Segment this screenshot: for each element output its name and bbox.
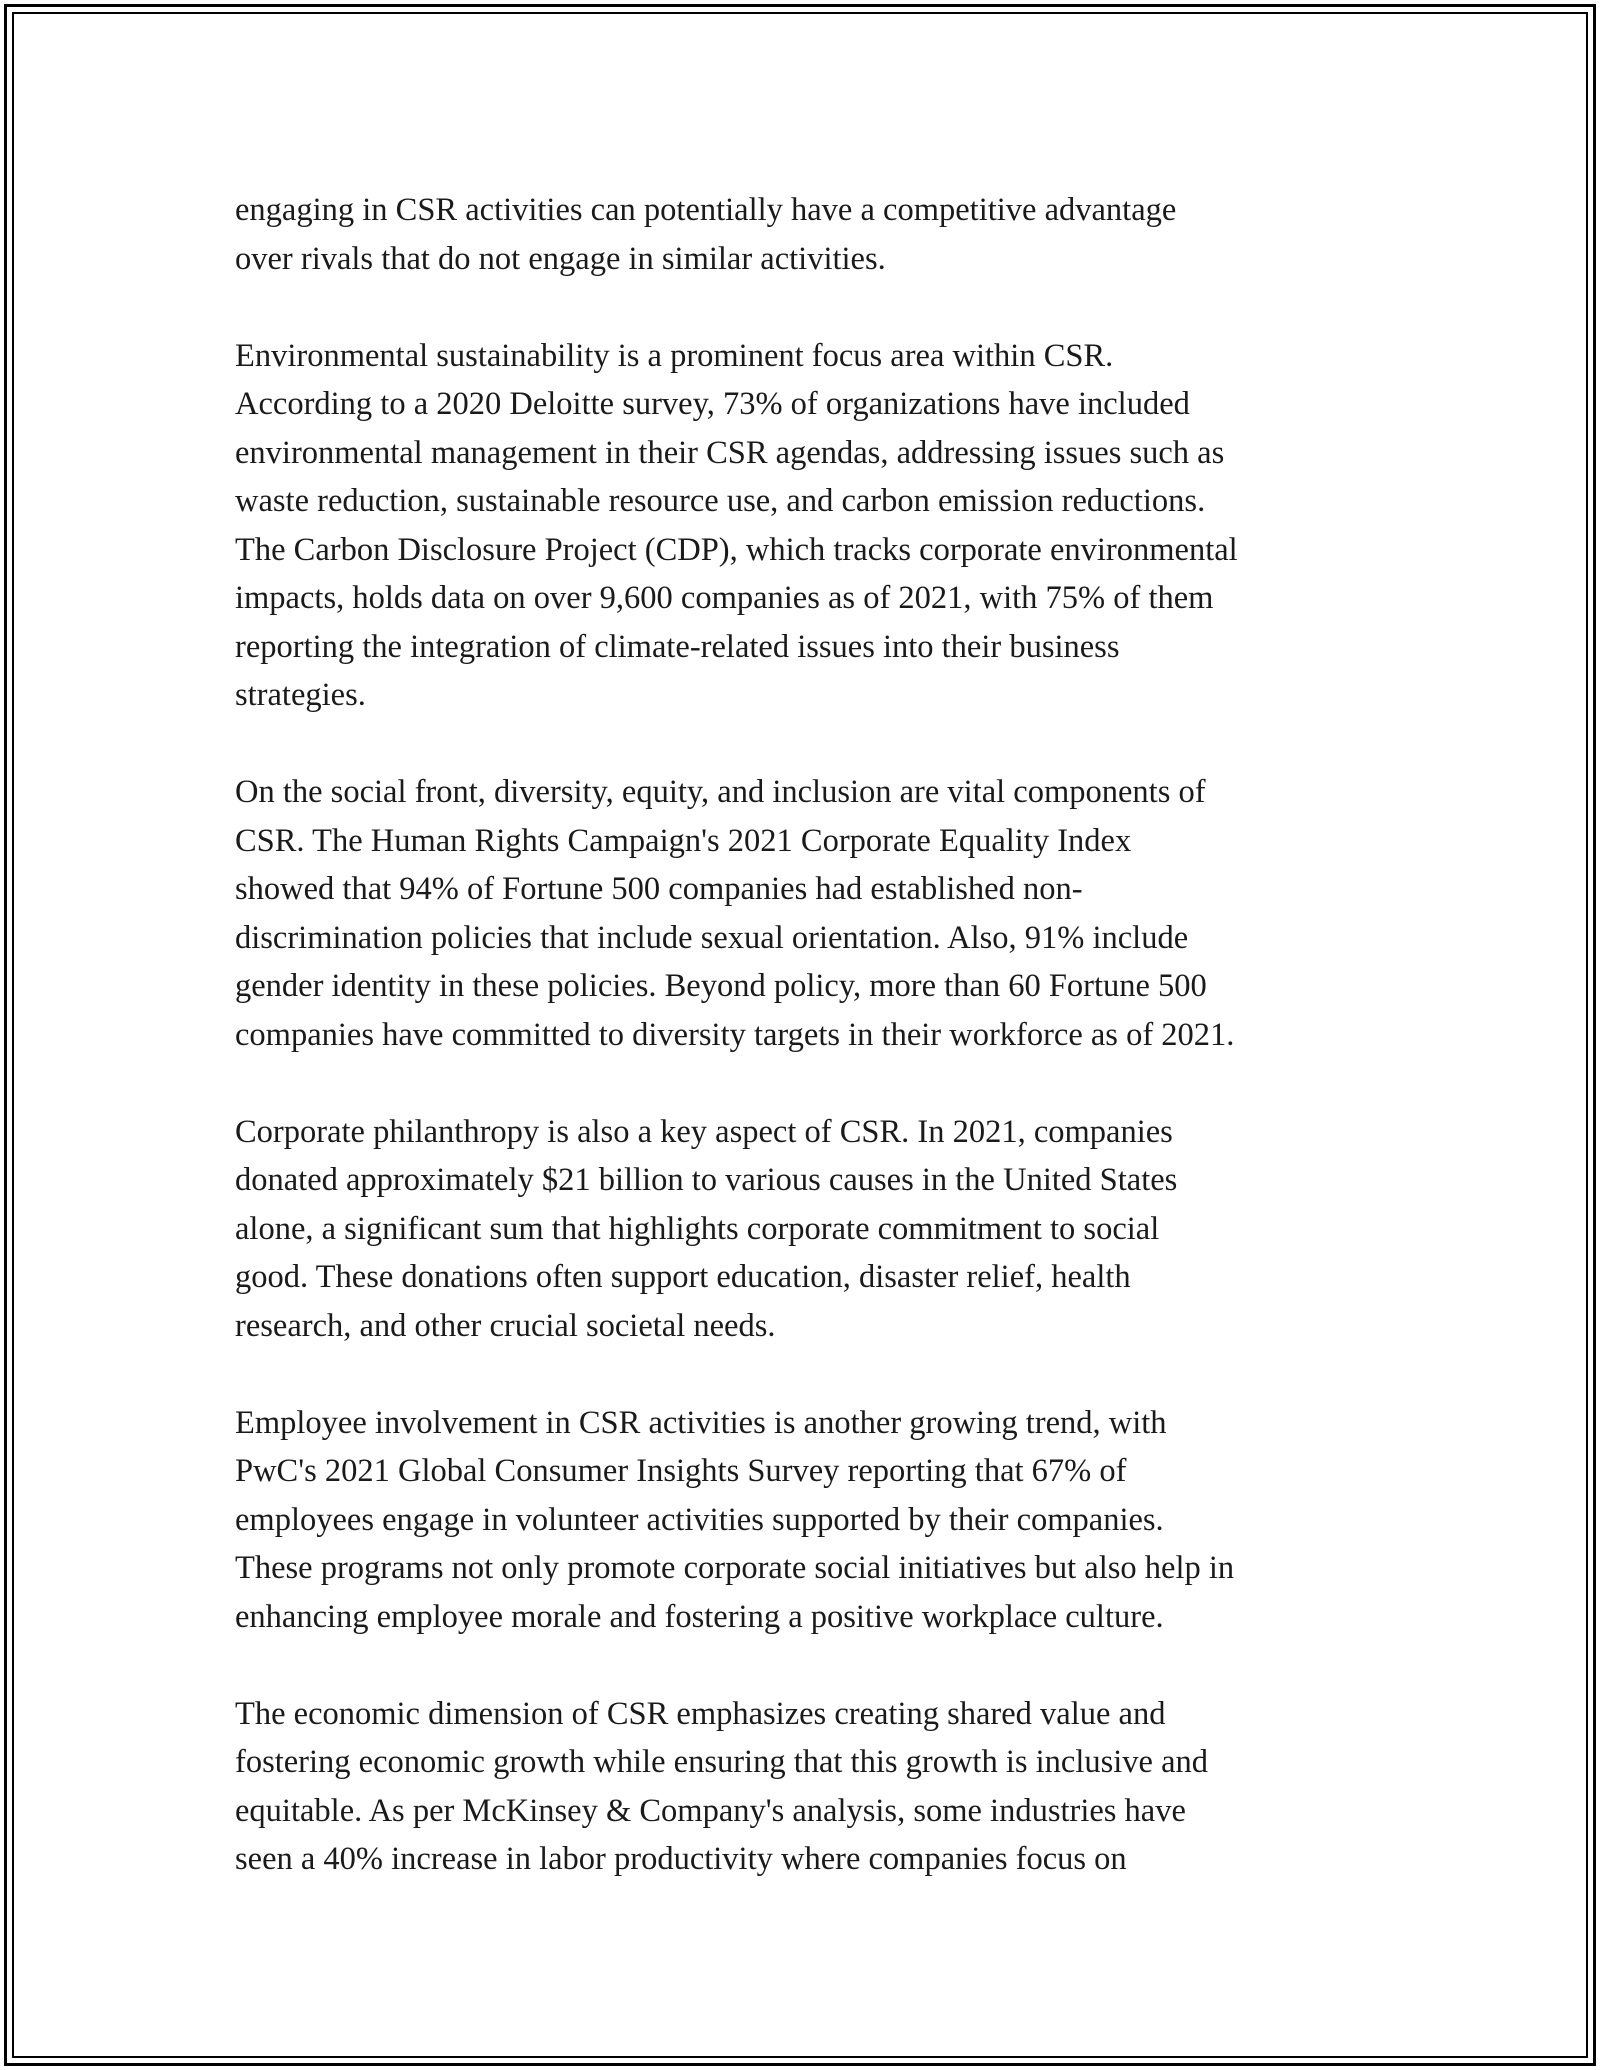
text-line: donated approximately $21 billion to various causes in the United States bbox=[235, 1162, 1178, 1198]
text-line: alone, a significant sum that highlights corporate commitment to social bbox=[235, 1210, 1160, 1247]
paragraph-csr-advantage bbox=[235, 186, 1395, 283]
paragraph-social bbox=[235, 768, 1395, 1059]
paragraph-environmental bbox=[235, 332, 1395, 720]
text-line: environmental management in their CSR agendas, addressing issues such as bbox=[235, 434, 1225, 471]
document-body bbox=[235, 186, 1395, 1932]
text-line: strategies. bbox=[235, 677, 366, 713]
text-line: companies have committed to diversity targets in their workforce as of 2021. bbox=[235, 1016, 1235, 1053]
text-line: employees engage in volunteer activities supported by their companies. bbox=[235, 1501, 1164, 1538]
text-line: enhancing employee morale and fostering a positive workplace culture. bbox=[235, 1598, 1164, 1635]
text-line: fostering economic growth while ensuring that this growth is inclusive and bbox=[235, 1744, 1209, 1780]
text-line: research, and other crucial societal needs. bbox=[235, 1307, 776, 1344]
text-line: The Carbon Disclosure Project (CDP), which tracks corporate environmental bbox=[235, 531, 1238, 568]
text-line: reporting the integration of climate-related issues into their business bbox=[235, 628, 1120, 665]
text-line: impacts, holds data on over 9,600 companies as of 2021, with 75% of them bbox=[235, 580, 1214, 616]
text-line: discrimination policies that include sexual orientation. Also, 91% include bbox=[235, 919, 1189, 956]
text-line: These programs not only promote corporate social initiatives but also help in bbox=[235, 1550, 1235, 1586]
text-line: The economic dimension of CSR emphasizes creating shared value and bbox=[235, 1695, 1166, 1732]
text-line: CSR. The Human Rights Campaign's 2021 Corporate Equality Index bbox=[235, 822, 1132, 859]
text-line: good. These donations often support education, disaster relief, health bbox=[235, 1259, 1131, 1295]
text-line: over rivals that do not engage in similar activities. bbox=[235, 240, 886, 277]
text-line: gender identity in these policies. Beyond policy, more than 60 Fortune 500 bbox=[235, 968, 1207, 1004]
text-line: According to a 2020 Deloitte survey, 73% of organizations have included bbox=[235, 386, 1190, 422]
text-line: equitable. As per McKinsey & Company's analysis, some industries have bbox=[235, 1792, 1186, 1829]
text-line: Corporate philanthropy is also a key aspect of CSR. In 2021, companies bbox=[235, 1113, 1173, 1150]
text-line: showed that 94% of Fortune 500 companies had established non- bbox=[235, 871, 1083, 907]
text-line: PwC's 2021 Global Consumer Insights Survey reporting that 67% of bbox=[235, 1453, 1127, 1489]
text-line: Employee involvement in CSR activities is another growing trend, with bbox=[235, 1404, 1167, 1441]
paragraph-economic bbox=[235, 1690, 1395, 1884]
paragraph-employee bbox=[235, 1399, 1395, 1642]
text-line: seen a 40% increase in labor productivity where companies focus on bbox=[235, 1841, 1127, 1877]
text-line: Environmental sustainability is a prominent focus area within CSR. bbox=[235, 337, 1114, 374]
paragraph-philanthropy bbox=[235, 1108, 1395, 1351]
text-line: waste reduction, sustainable resource use, and carbon emission reductions. bbox=[235, 483, 1206, 519]
text-line: engaging in CSR activities can potentially have a competitive advantage bbox=[235, 192, 1177, 228]
text-line: On the social front, diversity, equity, and inclusion are vital components of bbox=[235, 774, 1206, 810]
